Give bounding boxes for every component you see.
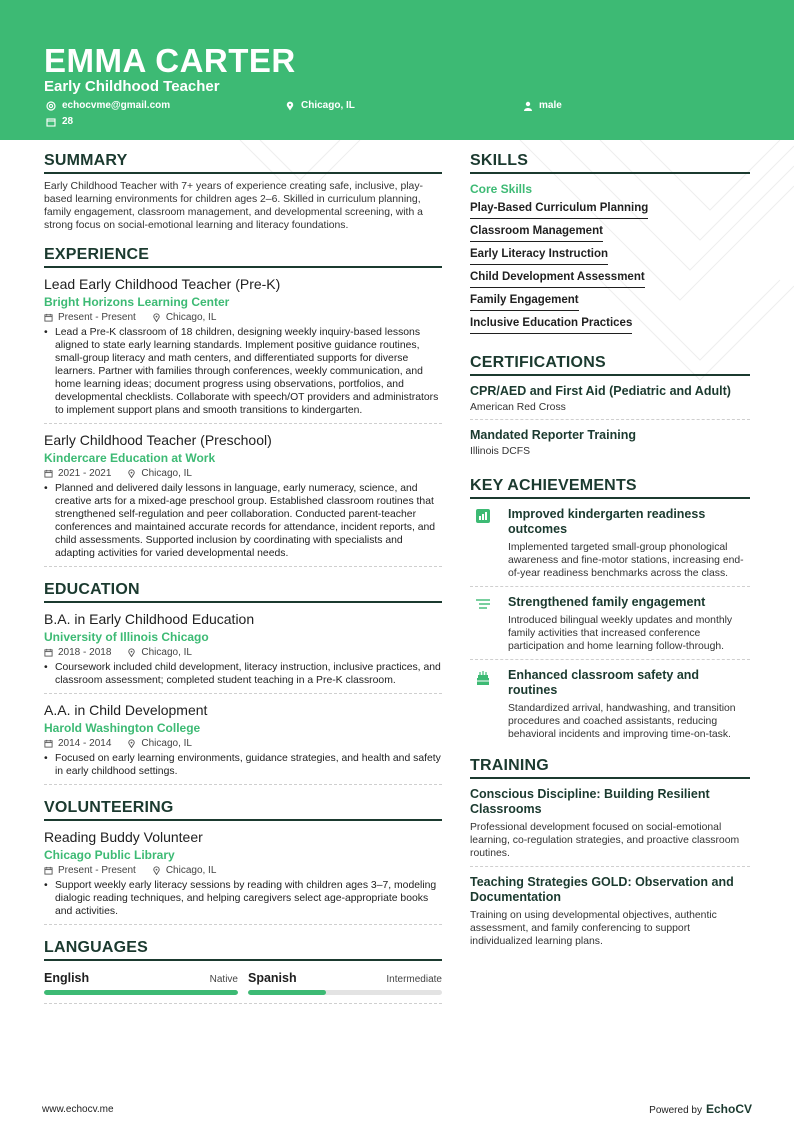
certification-item (470, 376, 750, 420)
experience-entry-org: Kindercare Education at Work (44, 451, 216, 465)
skills-title: SKILLS (470, 152, 750, 174)
achievement-item (470, 660, 750, 747)
footer-powered-label: Powered by (649, 1105, 702, 1116)
person-icon (523, 101, 533, 111)
bullet-item: • Support weekly early literacy sessions by reading with children ages 3–7, modeling dialogic reading techniques, and helping caregivers select age-appropriate books and activities. (44, 879, 442, 918)
location-info (285, 100, 355, 111)
calendar-icon (44, 469, 53, 478)
volunteering-entry-bullets (44, 879, 442, 918)
chart-icon (470, 507, 496, 580)
location-text: Chicago, IL (141, 468, 192, 479)
certification-title: CPR/AED and First Aid (Pediatric and Adult) (470, 384, 731, 398)
certifications-title: CERTIFICATIONS (470, 354, 750, 376)
volunteering-entry-meta (44, 865, 442, 876)
achievement-item (470, 587, 750, 660)
skill-row (470, 219, 750, 242)
experience-section (44, 246, 442, 567)
calendar-icon (44, 739, 53, 748)
experience-entry (44, 432, 442, 567)
header (0, 0, 794, 140)
education-entry-bullets (44, 661, 442, 687)
location-text: Chicago, IL (165, 312, 217, 323)
language-row (44, 971, 238, 985)
skill-item: Child Development Assessment (470, 271, 645, 288)
gender-text: male (539, 100, 562, 111)
age-text: 28 (62, 116, 74, 127)
location-pin-icon (152, 866, 161, 875)
location-text: Chicago, IL (301, 100, 355, 111)
left-column (44, 152, 442, 1014)
language-proficiency-bar (44, 990, 238, 995)
bullet-item: • Coursework included child development, literacy instruction, inclusive practices, and classroom assessment; completed student teaching in a Pre-K classroom. (44, 661, 442, 687)
location-text: Chicago, IL (141, 738, 192, 749)
training-section (470, 757, 750, 954)
calendar-icon (44, 648, 53, 657)
skill-item: Early Literacy Instruction (470, 248, 608, 265)
skill-item: Family Engagement (470, 294, 579, 311)
list-icon (470, 595, 496, 653)
skill-row (470, 196, 750, 219)
cake-icon (470, 668, 496, 741)
candidate-name: EMMA CARTER (44, 42, 296, 79)
dates-item (44, 647, 111, 658)
volunteering-title: VOLUNTEERING (44, 799, 442, 821)
education-title: EDUCATION (44, 581, 442, 603)
education-entry-meta (44, 738, 442, 749)
calendar-icon (44, 313, 53, 322)
language-name: Spanish (248, 971, 297, 985)
calendar-icon (44, 866, 53, 875)
location-item (127, 647, 192, 658)
footer-website[interactable]: www.echocv.me (42, 1104, 114, 1115)
volunteering-entry-org: Chicago Public Library (44, 848, 175, 862)
candidate-role: Early Childhood Teacher (44, 78, 220, 95)
experience-entry-bullets (44, 326, 442, 417)
email-text: echocvme@gmail.com (62, 100, 171, 111)
training-item (470, 779, 750, 867)
skill-item: Play-Based Curriculum Planning (470, 202, 648, 219)
education-entry (44, 702, 442, 785)
dates-text: 2018 - 2018 (58, 647, 112, 658)
certification-issuer: American Red Cross (470, 402, 566, 413)
training-title: Teaching Strategies GOLD: Observation and Documentation (470, 875, 734, 904)
location-pin-icon (285, 101, 295, 111)
education-entry-org: University of Illinois Chicago (44, 630, 209, 644)
skill-row (470, 288, 750, 311)
at-icon (46, 101, 56, 111)
training-title: Conscious Discipline: Building Resilient Classrooms (470, 787, 710, 816)
gender-info (523, 100, 562, 111)
skill-item: Classroom Management (470, 225, 603, 242)
achievement-title: Strengthened family engagement (508, 595, 706, 609)
education-entry-bullets (44, 752, 442, 778)
experience-title: EXPERIENCE (44, 246, 442, 268)
education-entry-meta (44, 647, 442, 658)
education-entry-org: Harold Washington College (44, 721, 201, 735)
experience-entry-title: Lead Early Childhood Teacher (Pre-K) (44, 276, 281, 292)
language-proficiency-fill (44, 990, 238, 995)
training-desc: Training on using developmental objectives, authentic assessment, and family conferencing to support individualized learning plans. (470, 910, 717, 947)
summary-title: SUMMARY (44, 152, 442, 174)
dates-item (44, 468, 111, 479)
language-item (248, 971, 442, 995)
achievement-desc: Implemented targeted small-group phonological awareness and fine-motor stations, increasing end-of-year readiness benchmarks across the class. (508, 542, 744, 579)
education-entry-title: B.A. in Early Childhood Education (44, 611, 255, 627)
bullet-item: • Focused on early learning environments, guidance strategies, and health and safety in early childhood settings. (44, 752, 442, 778)
dates-text: 2014 - 2014 (58, 738, 112, 749)
right-column (470, 152, 750, 964)
language-item (44, 971, 238, 995)
location-item (127, 738, 192, 749)
dates-item (44, 865, 136, 876)
language-level: Native (209, 974, 238, 985)
achievement-title: Improved kindergarten readiness outcomes (508, 507, 706, 536)
volunteering-entry-title: Reading Buddy Volunteer (44, 829, 203, 845)
skill-row (470, 265, 750, 288)
training-desc: Professional development focused on social-emotional learning, co-regulation strategies, and proactive classroom routines. (470, 822, 740, 859)
education-entry (44, 611, 442, 694)
location-pin-icon (127, 739, 136, 748)
languages-section (44, 939, 442, 1004)
achievement-body (508, 507, 750, 580)
volunteering-entry (44, 829, 442, 925)
certification-issuer: Illinois DCFS (470, 446, 531, 457)
volunteering-section (44, 799, 442, 925)
experience-entry-bullets (44, 482, 442, 560)
language-proficiency-fill (248, 990, 326, 995)
achievement-body (508, 668, 750, 741)
dates-item (44, 738, 111, 749)
language-name: English (44, 971, 90, 985)
bullet-item: • Planned and delivered daily lessons in language, early numeracy, science, and creative arts for a mixed-age preschool group. Established classroom routines that strengthened self-regulation and peer collaboration. Conducted parent-teacher conferences and maintained accurate records for attendance, incident reports, and child assessments. Supported inclusion by coordinating with specialists and adapting activities for varied developmental needs. (44, 482, 442, 560)
dates-item (44, 312, 136, 323)
dates-text: Present - Present (58, 865, 136, 876)
skills-section (470, 152, 750, 334)
calendar-icon (46, 117, 56, 127)
languages-divider (44, 1003, 442, 1004)
location-pin-icon (127, 469, 136, 478)
experience-entry (44, 276, 442, 424)
experience-entry-title: Early Childhood Teacher (Preschool) (44, 432, 272, 448)
dates-text: Present - Present (58, 312, 136, 323)
education-entry-title: A.A. in Child Development (44, 702, 208, 718)
footer-powered (649, 1102, 752, 1116)
experience-entry-org: Bright Horizons Learning Center (44, 295, 230, 309)
training-item (470, 867, 750, 954)
language-proficiency-bar (248, 990, 442, 995)
skill-row (470, 311, 750, 334)
skill-item: Inclusive Education Practices (470, 317, 632, 334)
skills-heading: Core Skills (470, 182, 533, 196)
age-info (46, 116, 73, 127)
dates-text: 2021 - 2021 (58, 468, 112, 479)
certification-item (470, 420, 750, 463)
achievement-item (470, 499, 750, 587)
language-level: Intermediate (386, 974, 442, 985)
location-item (152, 865, 217, 876)
certification-title: Mandated Reporter Training (470, 428, 636, 442)
location-item (127, 468, 192, 479)
location-pin-icon (127, 648, 136, 657)
achievements-section (470, 477, 750, 747)
education-section (44, 581, 442, 785)
certifications-section (470, 354, 750, 463)
location-text: Chicago, IL (165, 865, 217, 876)
email-info[interactable] (46, 100, 170, 111)
training-title: TRAINING (470, 757, 750, 779)
experience-entry-meta (44, 312, 442, 323)
achievement-desc: Standardized arrival, handwashing, and transition procedures and coached assistants, reducing behavioral incidents and improving time-on-task. (508, 703, 736, 740)
achievement-title: Enhanced classroom safety and routines (508, 668, 700, 697)
location-pin-icon (152, 313, 161, 322)
summary-text: Early Childhood Teacher with 7+ years of experience creating safe, inclusive, play-based learning environments for children ages 2–6. Skilled in curriculum planning, family engagement, classroom management, and developmental screening, with a strong focus on social-emotional learning and literacy foundations. (44, 181, 423, 231)
languages-title: LANGUAGES (44, 939, 442, 961)
footer-brand[interactable]: EchoCV (705, 1102, 752, 1116)
location-item (152, 312, 217, 323)
achievements-title: KEY ACHIEVEMENTS (470, 477, 750, 499)
language-row (248, 971, 442, 985)
skill-row (470, 242, 750, 265)
bullet-item: • Lead a Pre-K classroom of 18 children, designing weekly inquiry-based lessons aligned to state early learning standards. Implement positive guidance routines, small-group literacy and math centers, and differentiated supports for diverse learners. Partner with families through conferences, weekly communication, and home learning ideas; document progress using observations, portfolios, and developmental checklists. Collaborate with speech/OT providers and administrators to implement support plans and smooth transitions to kindergarten. (44, 326, 442, 417)
achievement-desc: Introduced bilingual weekly updates and monthly family activities that increased conference participation and home learning follow-through. (508, 615, 733, 652)
summary-section (44, 152, 442, 232)
location-text: Chicago, IL (141, 647, 192, 658)
experience-entry-meta (44, 468, 442, 479)
achievement-body (508, 595, 750, 653)
